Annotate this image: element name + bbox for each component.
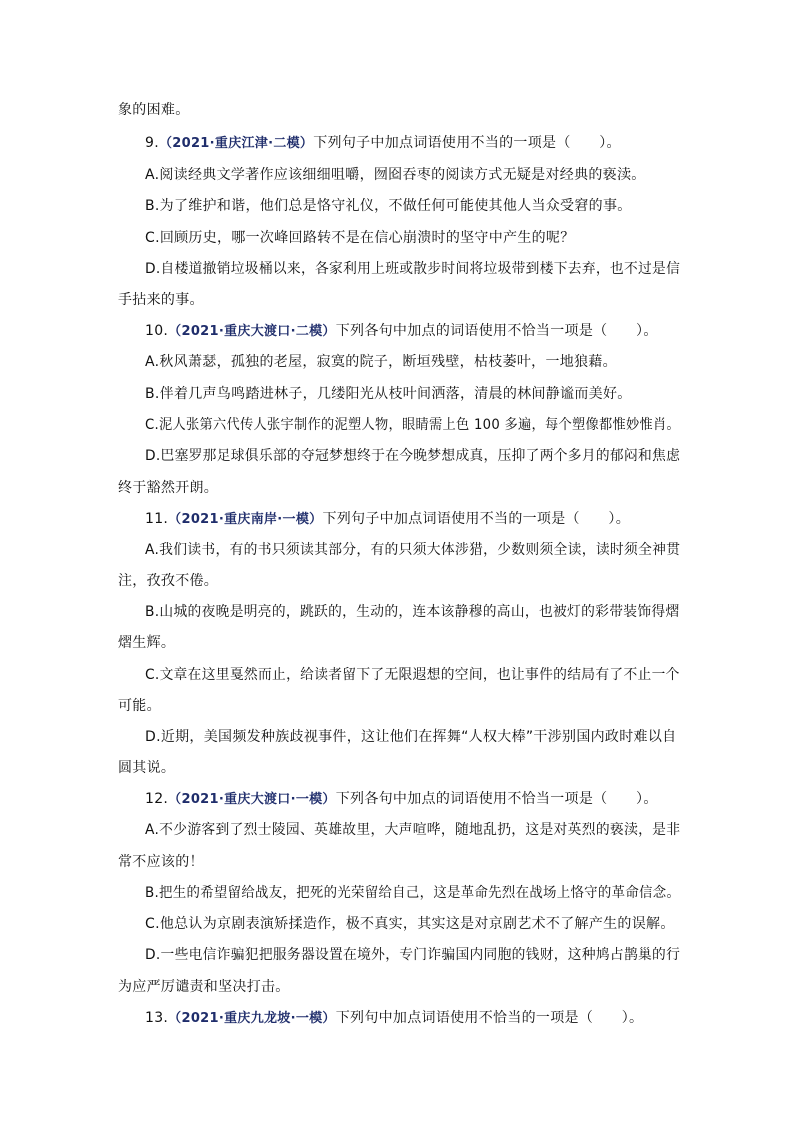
option-d-continued: 手拈来的事。	[118, 292, 204, 308]
option-a-continued: 注，孜孜不倦。	[118, 573, 219, 589]
question-source: （2021·重庆江津·二模）	[158, 136, 314, 151]
option-b-continued: 熠生辉。	[118, 635, 176, 651]
option-d: D.巴塞罗那足球俱乐部的夺冠梦想终于在今晚梦想成真，压抑了两个多月的郁闷和焦虑	[145, 448, 681, 464]
continuation-text: 象的困难。	[118, 102, 190, 118]
option-a-continued: 常不应该的！	[118, 854, 204, 870]
option-c: C.文章在这里戛然而止，给读者留下了无限遐想的空间，也让事件的结局有了不止一个	[145, 667, 680, 683]
option-b: B.为了维护和谐，他们总是恪守礼仪，不做任何可能使其他人当众受窘的事。	[145, 198, 632, 214]
option-d-continued: 终于豁然开朗。	[118, 480, 219, 496]
question-source: （2021·重庆九龙坡·一模）	[168, 1011, 336, 1026]
option-c: C.回顾历史，哪一次峰回路转不是在信心崩溃时的坚守中产生的呢？	[145, 230, 575, 246]
question-prompt: 下列各句中加点的词语使用不恰当一项是（ ）。	[335, 323, 658, 339]
question-9-header	[145, 133, 621, 154]
question-prompt: 下列句子中加点词语使用不当的一项是（ ）。	[322, 511, 631, 527]
question-number: 9.	[145, 135, 159, 151]
option-d: D.自楼道撤销垃圾桶以来，各家利用上班或散步时间将垃圾带到楼下去弃，也不过是信	[145, 261, 681, 277]
option-a: A.我们读书，有的书只须读其部分，有的只须大体涉猎，少数则须全读，读时须全神贯	[145, 542, 681, 558]
option-d-continued: 圆其说。	[118, 760, 176, 776]
question-source: （2021·重庆大渡口·二模）	[168, 324, 336, 339]
option-a: A.阅读经典文学著作应该细细咀嚼，囫囵吞枣的阅读方式无疑是对经典的亵渎。	[145, 167, 646, 183]
question-source: （2021·重庆大渡口·一模）	[168, 792, 336, 807]
option-b: B.山城的夜晚是明亮的，跳跃的，生动的，连本该静穆的高山，也被灯的彩带装饰得熠	[145, 604, 680, 620]
question-prompt: 下列句中加点词语使用不恰当的一项是（ ）。	[335, 1010, 644, 1026]
question-source: （2021·重庆南岸·一模）	[168, 512, 323, 527]
option-d: D.近期，美国频发种族歧视事件，这让他们在挥舞“人权大棒”干涉别国内政时难以自	[145, 729, 677, 745]
question-number: 13.	[145, 1010, 169, 1026]
question-number: 11.	[145, 511, 169, 527]
option-b: B.伴着几声鸟鸣踏进林子，几缕阳光从枝叶间洒落，清晨的林间静谧而美好。	[145, 386, 632, 402]
option-a: A.秋风萧瑟，孤独的老屋，寂寞的院子，断垣残壁，枯枝萎叶，一地狼藉。	[145, 354, 617, 370]
option-d-continued: 为应严厉谴责和坚决打击。	[118, 979, 290, 995]
option-c: C.泥人张第六代传人张宇制作的泥塑人物，眼睛需上色 100 多遍，每个塑像都惟妙惟肖。	[145, 417, 681, 433]
option-a: A.不少游客到了烈士陵园、英雄故里，大声喧哗，随地乱扔，这是对英烈的亵渎，是非	[145, 822, 681, 838]
question-prompt: 下列各句中加点的词语使用不恰当一项是（ ）。	[335, 791, 658, 807]
option-c-continued: 可能。	[118, 698, 161, 714]
option-c: C.他总认为京剧表演矫揉造作，极不真实，其实这是对京剧艺术不了解产生的误解。	[145, 916, 675, 932]
question-number: 12.	[145, 791, 169, 807]
question-11-header	[145, 509, 630, 530]
question-13-header	[145, 1008, 643, 1029]
question-10-header	[145, 321, 658, 342]
option-b: B.把生的希望留给战友，把死的光荣留给自己，这是革命先烈在战场上恪守的革命信念。	[145, 885, 681, 901]
question-number: 10.	[145, 323, 169, 339]
option-d: D.一些电信诈骗犯把服务器设置在境外，专门诈骗国内同胞的钱财，这种鸠占鹊巢的行	[145, 947, 681, 963]
question-12-header	[145, 789, 658, 810]
question-prompt: 下列句子中加点词语使用不当的一项是（ ）。	[313, 135, 621, 151]
